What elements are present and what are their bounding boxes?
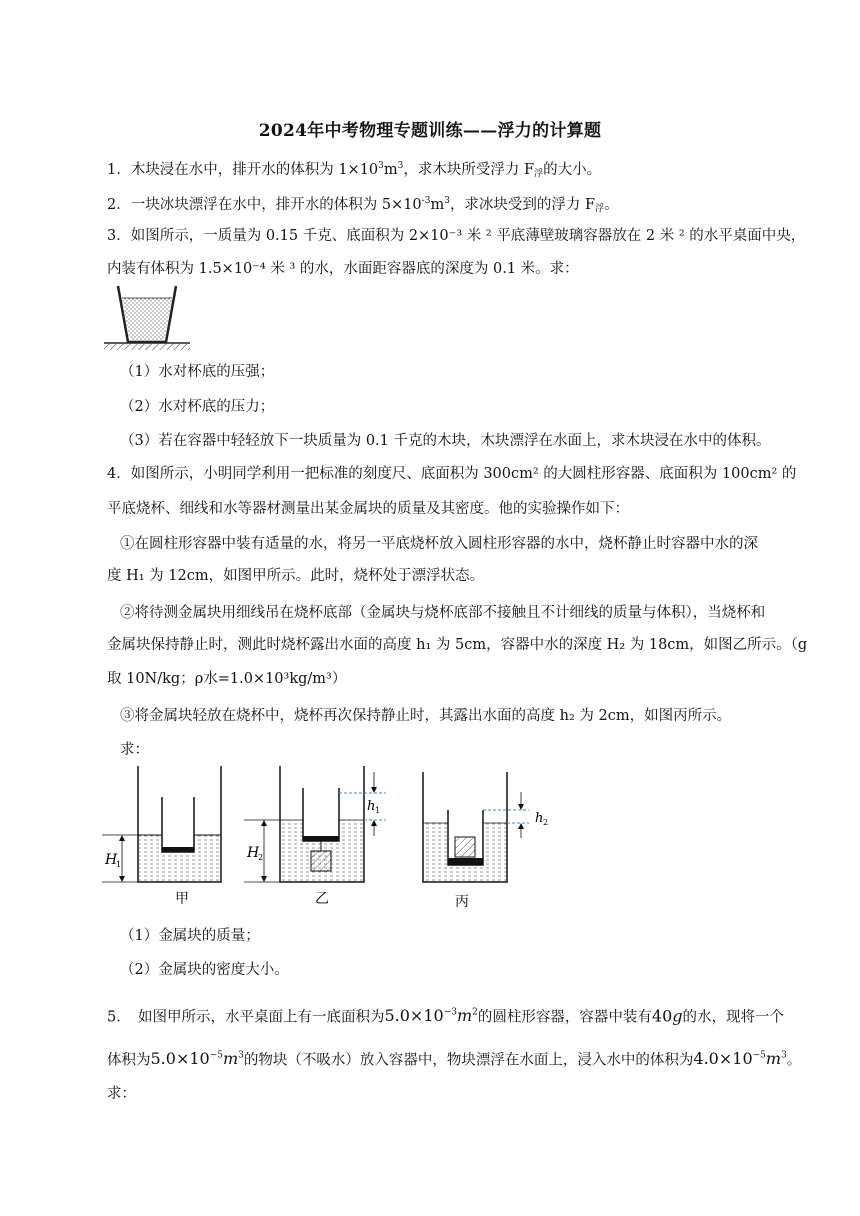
- q5-volume-immersed: $4.0\times 10^{-5}m^3$: [693, 1049, 787, 1069]
- q5-text-f: 。: [786, 1052, 802, 1069]
- q3-part-3: （3）若在容器中轻轻放下一块质量为 0.1 千克的木块，木块漂浮在水面上，求木块浸在水中的体积。: [120, 433, 771, 449]
- q1-text-a: 1．木块浸在水中，排开水的体积为 1×10: [107, 161, 379, 178]
- label-h1-sub: 1: [375, 806, 381, 815]
- q5-ask: 求：: [107, 1086, 136, 1102]
- q5-text-a: 5． 如图甲所示，水平桌面上有一底面积为: [107, 1009, 385, 1026]
- caption-yi: 乙: [315, 891, 329, 907]
- q4-ask: 求：: [120, 742, 149, 758]
- q2-text-c: ，求冰块受到的浮力 F: [449, 196, 596, 213]
- q2-sup-b: 3: [444, 196, 450, 206]
- q5-mass: 40g: [651, 1006, 683, 1026]
- question-4-line-2: 平底烧杯、细线和水等器材测量出某金属块的质量及其密度。他的实验操作如下：: [107, 501, 629, 517]
- q5-text-e: 的物块（不吸水）放入容器中，物块漂浮在水面上，浸入水中的体积为: [243, 1052, 694, 1069]
- q2-text-d: 。: [604, 196, 619, 213]
- question-5-line-1: [107, 1000, 807, 1030]
- q1-sub: 浮: [534, 168, 544, 179]
- page-title: 2024年中考物理专题训练——浮力的计算题: [258, 121, 602, 141]
- q1-sup-b: 3: [397, 161, 404, 171]
- label-H2: H: [247, 845, 260, 861]
- label-h2: h: [535, 811, 544, 826]
- label-H1: H: [105, 852, 118, 868]
- q5-text-c: 的水，现将一个: [682, 1009, 784, 1026]
- figure-yi: [244, 766, 386, 907]
- label-h1: h: [367, 799, 376, 814]
- q5-area: $5.0\times 10^{-3}m^2$: [384, 1006, 478, 1026]
- q4-step-3: ③将金属块轻放在烧杯中，烧杯再次保持静止时，其露出水面的高度 h₂ 为 2cm，如图丙所示。: [120, 708, 732, 724]
- label-h2-sub: 2: [543, 818, 549, 827]
- q1-text-d: 的大小。: [543, 161, 602, 178]
- question-3-line-2: 内装有体积为 1.5×10⁻⁴ 米 ³ 的水，水面距容器底的深度为 0.1 米。求：: [107, 261, 579, 277]
- label-H2-sub: 2: [258, 853, 264, 862]
- q4-part-1: （1）金属块的质量；: [120, 928, 260, 944]
- caption-bing: 丙: [455, 894, 469, 910]
- q5-volume: $5.0\times 10^{-5}m^3$: [150, 1049, 244, 1069]
- question-5-line-2: [107, 1043, 807, 1073]
- question-2: [107, 191, 807, 219]
- q1-sup-a: 3: [378, 161, 384, 171]
- q3-part-1: （1）水对杯底的压强；: [120, 364, 275, 380]
- q4-step-2a: ②将待测金属块用细线吊在烧杯底部（金属块与烧杯底部不接触且不计细线的质量与体积），当烧杯和: [120, 605, 766, 621]
- figure-jia: [102, 766, 221, 907]
- caption-jia: 甲: [175, 891, 189, 907]
- q3-container-figure: [100, 282, 190, 354]
- question-4-line-1: 4．如图所示，小明同学利用一把标准的刻度尺、底面积为 300cm² 的大圆柱形容器、底面积为 100cm² 的: [107, 466, 797, 482]
- q4-step-2b: 金属块保持静止时，测此时烧杯露出水面的高度 h₁ 为 5cm，容器中水的深度 H₂ 为 18cm，如图乙所示。（g: [107, 637, 808, 653]
- q1-text-c: ，求木块所受浮力 F: [403, 161, 535, 178]
- q5-text-d: 体积为: [107, 1052, 151, 1069]
- q2-sup-a: -3: [421, 196, 431, 206]
- q5-text-b: 的圆柱形容器，容器中装有: [477, 1009, 652, 1026]
- question-1: [107, 156, 807, 184]
- question-3-line-1: 3．如图所示，一质量为 0.15 千克、底面积为 2×10⁻³ 米 ² 平底薄壁玻璃容器放在 2 米 ² 的水平桌面中央，: [107, 228, 806, 244]
- q4-part-2: （2）金属块的密度大小。: [120, 962, 289, 978]
- q2-text-a: 2．一块冰块漂浮在水中，排开水的体积为 5×10: [107, 196, 422, 213]
- q2-sub: 浮: [595, 203, 605, 214]
- q4-step-1a: ①在圆柱形容器中装有适量的水，将另一平底烧杯放入圆柱形容器的水中，烧杯静止时容器中水的深: [120, 536, 758, 552]
- q4-step-2c: 取 10N/kg；ρ水=1.0×10³kg/m³）: [107, 671, 347, 687]
- label-H1-sub: 1: [116, 860, 122, 869]
- figure-bing: [423, 772, 548, 910]
- q3-part-2: （2）水对杯底的压力；: [120, 399, 275, 415]
- q4-experiment-figure: [96, 762, 556, 912]
- q2-text-b: m: [430, 196, 445, 213]
- q4-step-1b: 度 H₁ 为 12cm，如图甲所示。此时，烧杯处于漂浮状态。: [107, 568, 485, 584]
- q1-text-b: m: [383, 161, 398, 178]
